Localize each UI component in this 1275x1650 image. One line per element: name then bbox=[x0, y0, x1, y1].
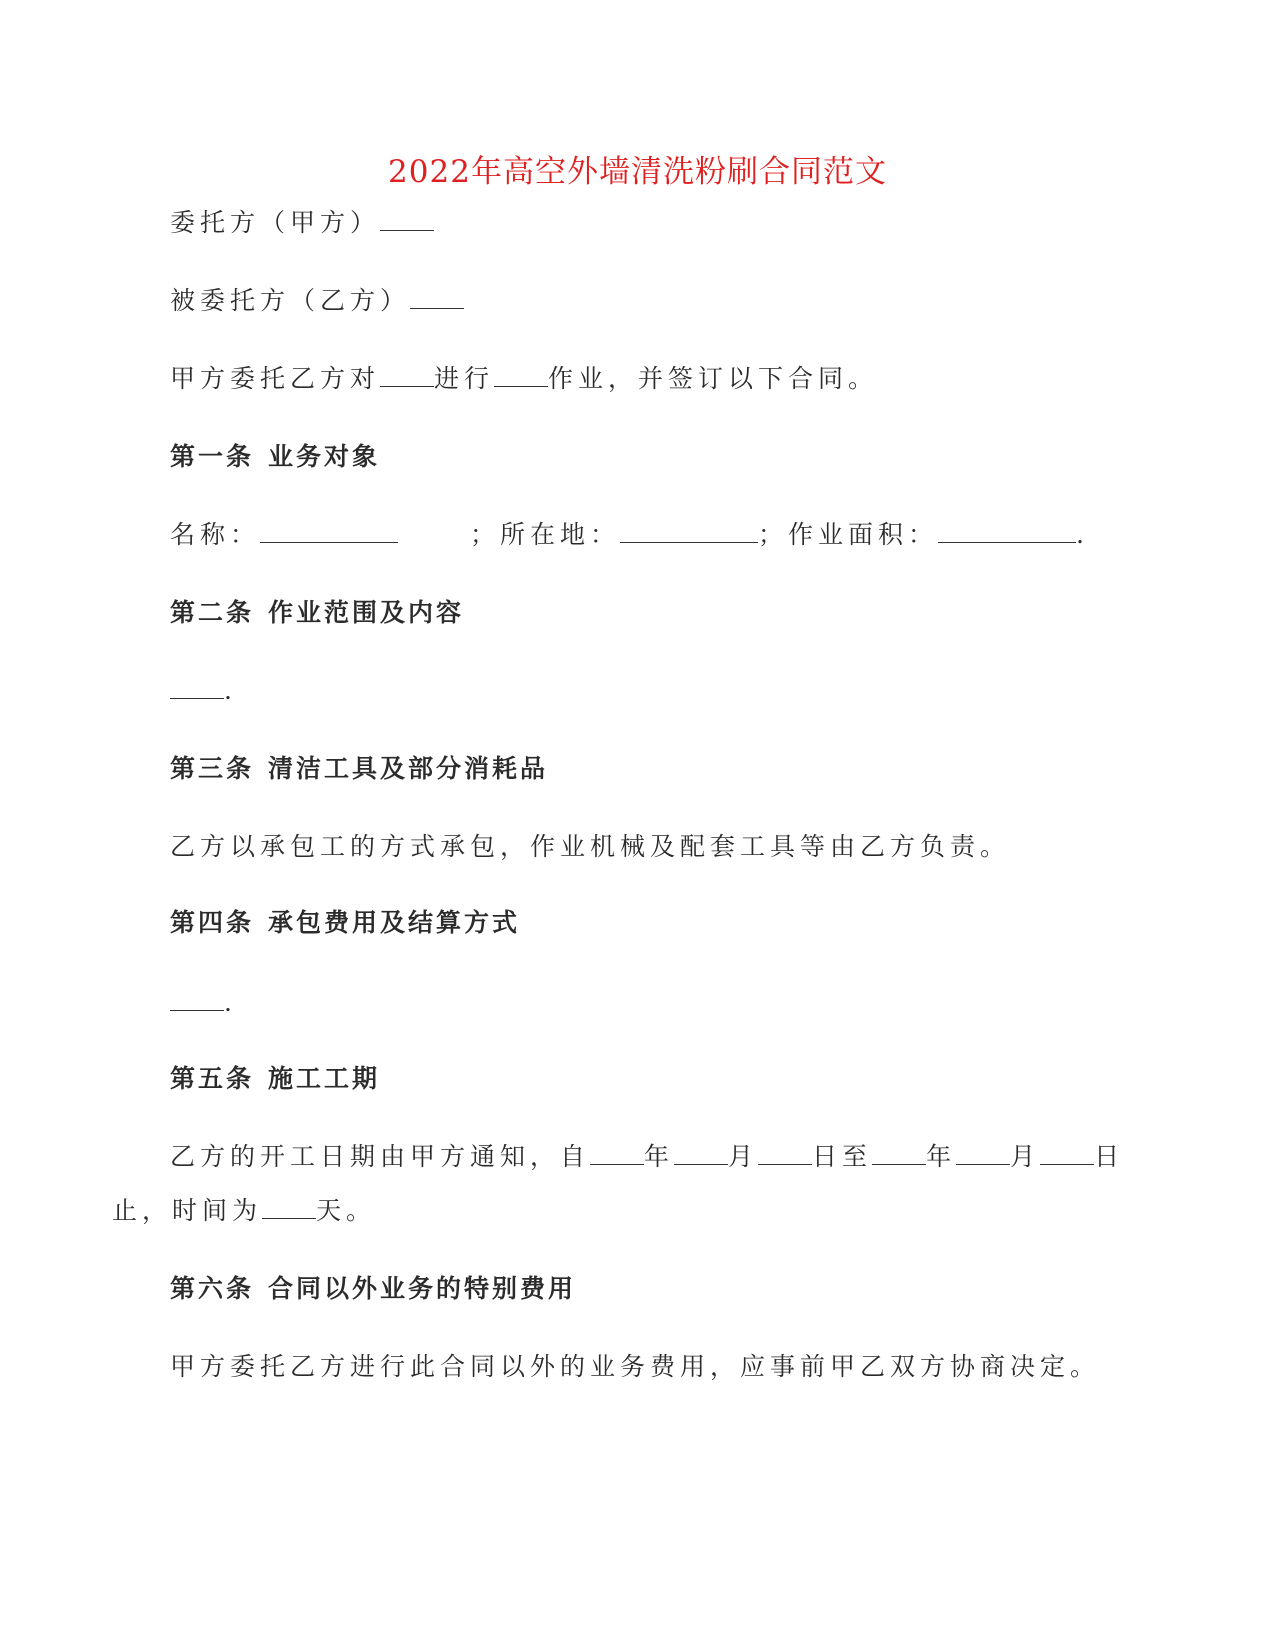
article5-body-line1 bbox=[170, 1140, 1124, 1174]
name-label: 名称： bbox=[170, 520, 261, 549]
party-b-blank bbox=[410, 288, 464, 309]
duration-label: 止，时间为 bbox=[112, 1196, 263, 1225]
area-label: ；作业面积： bbox=[758, 520, 939, 549]
intro-line bbox=[170, 362, 878, 396]
intro-text-2: 进行 bbox=[434, 364, 495, 393]
day-end-label: 日 bbox=[1094, 1142, 1125, 1171]
area-blank bbox=[938, 522, 1076, 543]
article1-end: . bbox=[1076, 520, 1089, 549]
article6-body: 甲方委托乙方进行此合同以外的业务费用，应事前甲乙双方协商决定。 bbox=[170, 1352, 1101, 1381]
month-label: 月 bbox=[1010, 1142, 1041, 1171]
article2-number: 第二条 bbox=[170, 598, 255, 627]
year-label: 年 bbox=[644, 1142, 675, 1171]
article2-heading bbox=[170, 596, 464, 630]
intro-blank-1 bbox=[380, 366, 434, 387]
article4-body bbox=[170, 986, 237, 1020]
article4-end: . bbox=[224, 988, 237, 1017]
article3-title: 清洁工具及部分消耗品 bbox=[268, 754, 549, 783]
end-month-blank bbox=[956, 1144, 1010, 1165]
name-blank bbox=[260, 522, 398, 543]
article5-body-line2 bbox=[112, 1194, 376, 1228]
intro-blank-2 bbox=[494, 366, 548, 387]
article1-body bbox=[170, 518, 1089, 552]
end-day-blank bbox=[1040, 1144, 1094, 1165]
article4-blank bbox=[170, 990, 224, 1011]
article2-title: 作业范围及内容 bbox=[268, 598, 465, 627]
article2-blank bbox=[170, 678, 224, 699]
article6-heading bbox=[170, 1272, 576, 1306]
party-b-line bbox=[170, 284, 464, 318]
article1-heading bbox=[170, 440, 380, 474]
location-label: ；所在地： bbox=[470, 520, 621, 549]
article4-heading bbox=[170, 906, 520, 940]
party-a-line bbox=[170, 206, 434, 240]
days-label: 天。 bbox=[316, 1196, 377, 1225]
duration-blank bbox=[262, 1198, 316, 1219]
article1-title: 业务对象 bbox=[268, 442, 381, 471]
document-title: 2022年高空外墙清洗粉刷合同范文 bbox=[388, 154, 887, 190]
article3-heading bbox=[170, 752, 548, 786]
article2-end: . bbox=[224, 676, 237, 705]
start-day-blank bbox=[758, 1144, 812, 1165]
start-month-blank bbox=[674, 1144, 728, 1165]
article3-body: 乙方以承包工的方式承包，作业机械及配套工具等由乙方负责。 bbox=[170, 832, 1011, 861]
location-blank bbox=[620, 522, 758, 543]
start-date-label: 乙方的开工日期由甲方通知，自 bbox=[170, 1142, 591, 1171]
article1-number: 第一条 bbox=[170, 442, 255, 471]
year-label: 年 bbox=[926, 1142, 957, 1171]
party-a-blank bbox=[380, 210, 434, 231]
article5-heading bbox=[170, 1062, 380, 1096]
end-year-blank bbox=[872, 1144, 926, 1165]
article6-number: 第六条 bbox=[170, 1274, 255, 1303]
article3-number: 第三条 bbox=[170, 754, 255, 783]
article4-title: 承包费用及结算方式 bbox=[268, 908, 521, 937]
article4-number: 第四条 bbox=[170, 908, 255, 937]
day-to-label: 日至 bbox=[812, 1142, 873, 1171]
intro-text-1: 甲方委托乙方对 bbox=[170, 364, 381, 393]
article6-title: 合同以外业务的特别费用 bbox=[268, 1274, 577, 1303]
party-a-label: 委托方（甲方） bbox=[170, 208, 381, 237]
start-year-blank bbox=[590, 1144, 644, 1165]
article5-title: 施工工期 bbox=[268, 1064, 381, 1093]
intro-text-3: 作业，并签订以下合同。 bbox=[548, 364, 879, 393]
article2-body bbox=[170, 674, 237, 708]
party-b-label: 被委托方（乙方） bbox=[170, 286, 411, 315]
month-label: 月 bbox=[728, 1142, 759, 1171]
article5-number: 第五条 bbox=[170, 1064, 255, 1093]
